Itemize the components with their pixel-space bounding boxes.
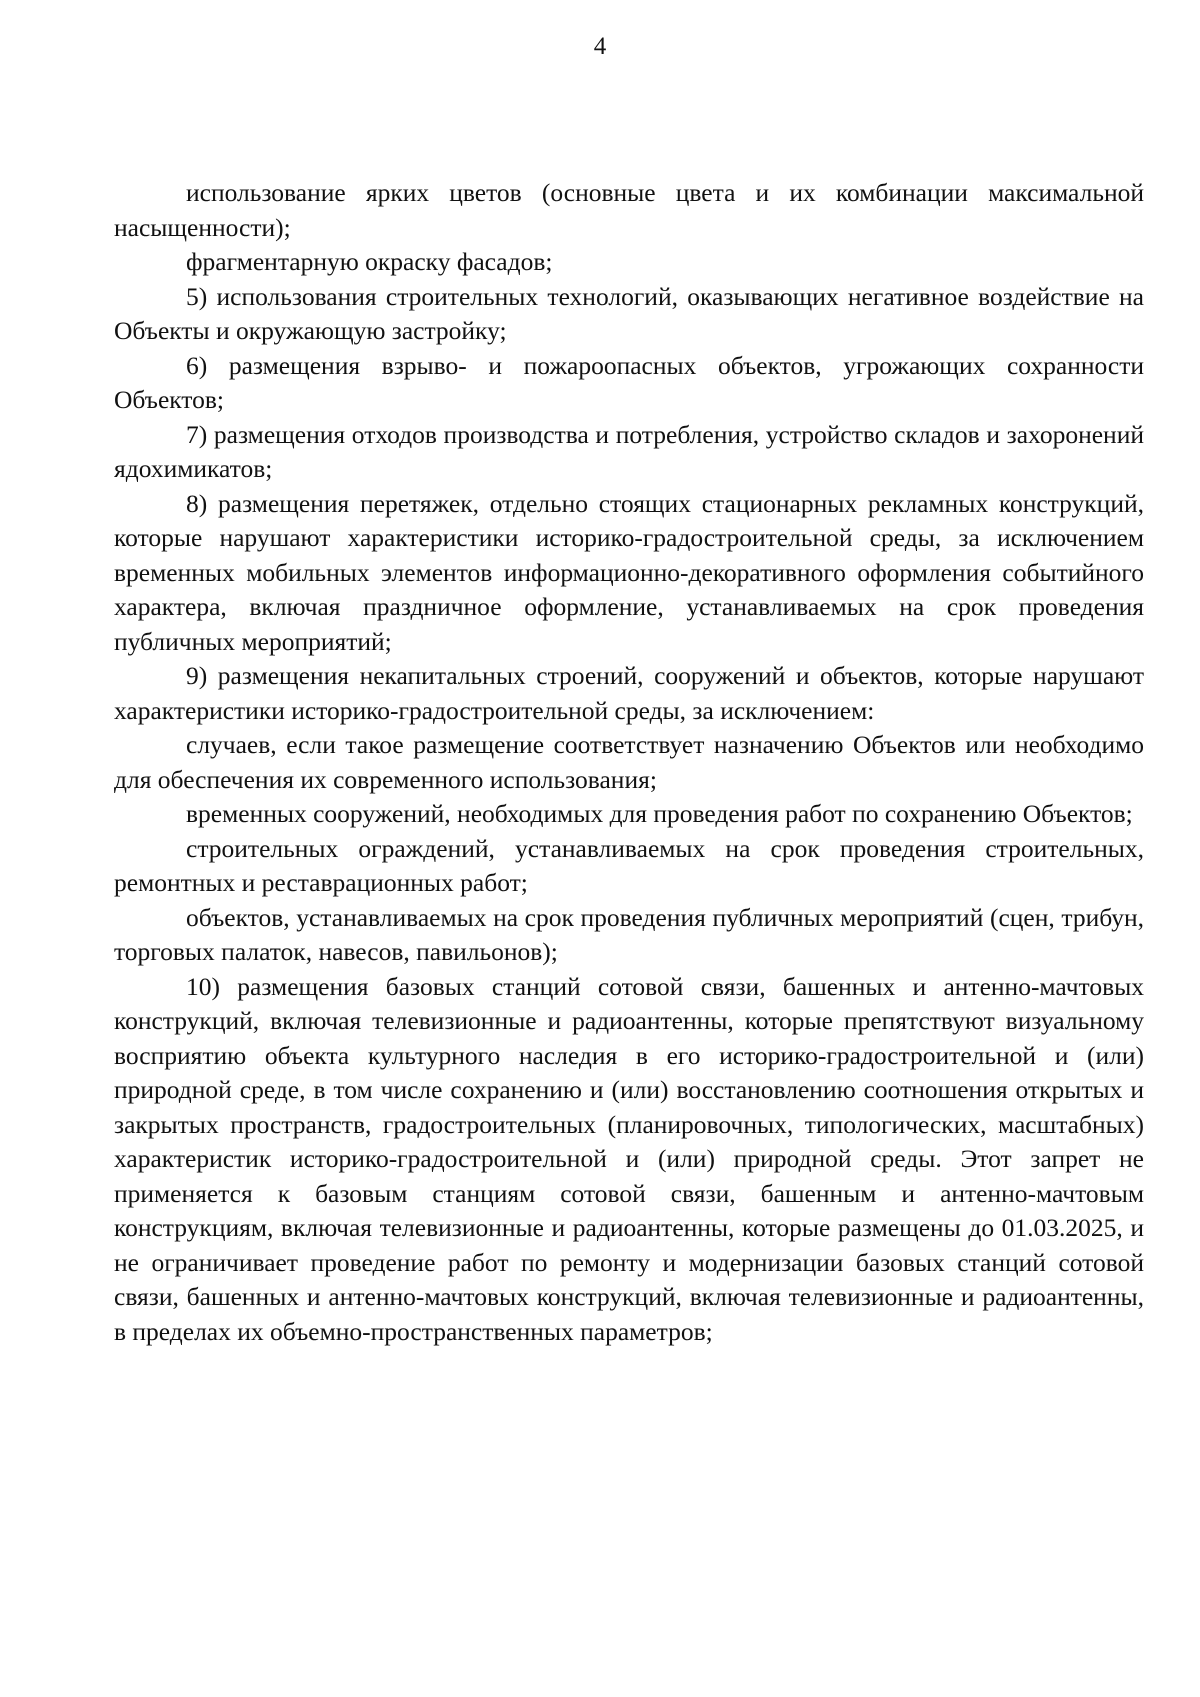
- paragraph-exception-purpose: случаев, если такое размещение соответствует назначению Объектов или необходимо для обеспечения их современного использования;: [114, 730, 1144, 794]
- paragraph-item-6: 6) размещения взрыво- и пожароопасных объектов, угрожающих сохранности Объектов;: [114, 350, 1144, 414]
- page-number: 4: [593, 33, 607, 60]
- paragraph-item-8: 8) размещения перетяжек, отдельно стоящих стационарных рекламных конструкций, которые нарушают характеристики историко-градостроительной среды, за исключением временных мобильных элементов информационно-декоративного оформления событийного характера, включая праздничное оформление, устанавливаемых на срок проведения публичных мероприятий;: [114, 488, 1144, 656]
- paragraph-fragmentary-painting: фрагментарную окраску фасадов;: [186, 247, 553, 276]
- paragraph-exception-temporary-structures: временных сооружений, необходимых для проведения работ по сохранению Объектов;: [186, 799, 1133, 828]
- paragraph-item-5: 5) использования строительных технологий, оказывающих негативное воздействие на Объекты и окружающую застройку;: [114, 281, 1144, 345]
- paragraph-item-10: 10) размещения базовых станций сотовой связи, башенных и антенно-мачтовых конструкций, включая телевизионные и радиоантенны, которые препятствуют визуальному восприятию объекта культурного наследия в его историко-градостроительной и (или) природной среде, в том числе сохранению и (или) восстановлению соотношения открытых и закрытых пространств, градостроительных (планировочных, типологических, масштабных) характеристик историко-градостроительной и (или) природной среды. Этот запрет не применяется к базовым станциям сотовой связи, башенным и антенно-мачтовым конструкциям, включая телевизионные и радиоантенны, которые размещены до 01.03.2025, и не ограничивает проведение работ по ремонту и модернизации базовых станций сотовой связи, башенных и антенно-мачтовых конструкций, включая телевизионные и радиоантенны, в пределах их объемно-пространственных параметров;: [114, 971, 1144, 1346]
- document-body: [114, 176, 1144, 1349]
- paragraph-exception-public-events: объектов, устанавливаемых на срок проведения публичных мероприятий (сцен, трибун, торговых палаток, навесов, павильонов);: [114, 902, 1144, 966]
- paragraph-exception-construction-fences: строительных ограждений, устанавливаемых на срок проведения строительных, ремонтных и реставрационных работ;: [114, 833, 1144, 897]
- paragraph-item-7: 7) размещения отходов производства и потребления, устройство складов и захоронений ядохимикатов;: [114, 419, 1144, 483]
- paragraph-bright-colors: использование ярких цветов (основные цвета и их комбинации максимальной насыщенности);: [114, 178, 1144, 242]
- paragraph-item-9: 9) размещения некапитальных строений, сооружений и объектов, которые нарушают характеристики историко-градостроительной среды, за исключением:: [114, 661, 1144, 725]
